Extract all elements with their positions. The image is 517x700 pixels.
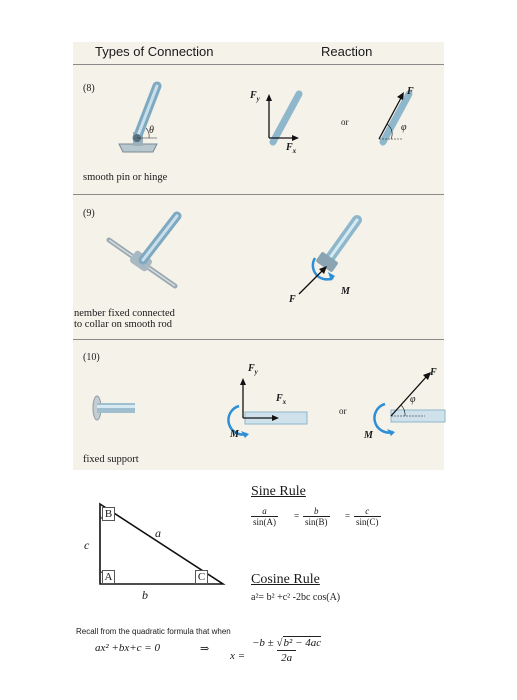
caption-collar-line2: to collar on smooth rod [74, 319, 172, 330]
fixed-support-illustration [91, 388, 141, 428]
fx-label: $F_x$ [286, 142, 297, 155]
collar-rod-illustration [103, 210, 193, 300]
collar-reaction-diagram [285, 212, 375, 302]
sine-fraction-c: $\frac{c}{\sin(C)}$ [356, 506, 379, 527]
fx-label: $F_x$ [276, 393, 287, 406]
connection-table [73, 42, 444, 470]
recall-text: Recall from the quadratic formula that when [76, 627, 231, 636]
header-types-of-connection: Types of Connection [95, 44, 214, 59]
side-b-label: b [142, 588, 148, 602]
pin-hinge-illustration [113, 82, 163, 162]
header-reaction: Reaction [321, 44, 373, 59]
fy-label: $F_y$ [250, 90, 260, 103]
pin-reaction-resultant-diagram [365, 84, 425, 149]
theta-label: θ [149, 125, 154, 136]
triangle-rules-panel [75, 484, 395, 612]
sine-rule-title: Sine Rule [251, 484, 306, 499]
side-c-label: c [84, 538, 90, 552]
phi-label: φ [401, 122, 407, 133]
triangle-diagram [75, 484, 255, 612]
caption-fixed-support: fixed support [83, 454, 139, 465]
divider [73, 194, 444, 195]
vertex-a-label: A [102, 570, 115, 584]
or-label: or [341, 117, 349, 127]
vertex-b-label: B [102, 507, 115, 521]
row-number-10: (10) [83, 352, 100, 363]
implies-arrow: ⇒ [200, 643, 210, 655]
caption-collar-line1: nember fixed connected [74, 308, 175, 319]
sine-fraction-b: $\frac{b}{\sin(B)}$ [305, 506, 328, 527]
divider [73, 339, 444, 340]
caption-smooth-pin: smooth pin or hinge [83, 172, 168, 183]
cosine-formula: a²= b² +c² -2bc cos(A) [251, 592, 341, 603]
cosine-rule-title: Cosine Rule [251, 572, 320, 587]
fy-label: $F_y$ [248, 363, 258, 376]
x-equals: x = [230, 650, 246, 662]
sine-fraction-a: $\frac{a}{\sin(A)}$ [253, 506, 276, 527]
f-label: F [407, 86, 414, 97]
side-a-label: a [155, 526, 161, 540]
equals-sign: = [294, 511, 300, 521]
row-number-8: (8) [83, 83, 95, 94]
phi-label: φ [410, 394, 416, 405]
fixed-support-resultant-diagram [369, 364, 449, 436]
row-number-9: (9) [83, 208, 95, 219]
vertex-c-label: C [195, 570, 208, 584]
or-label: or [339, 406, 347, 416]
pin-reaction-components-diagram [259, 84, 319, 149]
quadratic-formula: $\frac{\text{−b ± √b² − 4ac}}{2a}$ [252, 637, 322, 664]
m-label: M [230, 429, 239, 440]
f-label: F [430, 367, 437, 378]
equals-sign: = [345, 511, 351, 521]
divider [73, 64, 444, 65]
m-label: M [341, 286, 350, 297]
fixed-support-components-diagram [223, 372, 313, 437]
f-label: F [289, 294, 296, 305]
m-label: M [364, 430, 373, 441]
quadratic-equation: ax² +bx+c = 0 [95, 642, 160, 654]
